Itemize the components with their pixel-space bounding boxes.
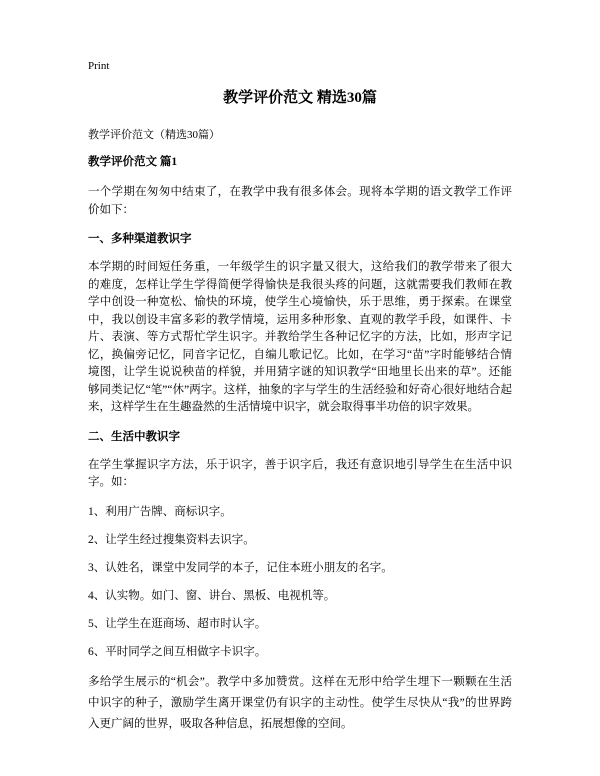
intro-paragraph: 一个学期在匆匆中结束了，在教学中我有很多体会。现将本学期的语文教学工作评价如下： (88, 186, 512, 216)
list-item: 4、认实物。如门、窗、讲台、黑板、电视机等。 (88, 589, 336, 602)
list-item: 1、利用广告牌、商标识字。 (88, 505, 232, 518)
list-item: 5、让学生在逛商场、超市时认字。 (88, 617, 267, 630)
document-title: 教学评价范文 精选30篇 (223, 90, 377, 106)
print-button[interactable]: Print (88, 60, 110, 72)
identify-characters-list (88, 504, 512, 660)
section-1-heading: 一、多种渠道教识字 (88, 233, 192, 245)
article-heading: 教学评价范文 篇1 (88, 156, 178, 168)
list-item: 6、平时同学之间互相做字卡识字。 (88, 645, 267, 658)
document-subtitle: 教学评价范文（精选30篇） (88, 129, 220, 141)
section-2-heading: 二、生活中教识字 (88, 430, 180, 443)
list-item: 2、让学生经过搜集资料去识字。 (88, 533, 255, 546)
section-1-body: 本学期的时间短任务重，一年级学生的识字量又很大，这给我们的教学带来了很大的难度，怎样让学生学得简便学得愉快是我很头疼的问题，这就需要我们教师在教学中创设一种宽松、愉快的环境，使学生心境愉快，乐于思维，勇于探索。在课堂中，我以创设丰富多彩的教学情境，运用多种形象、直观的教学手段，如课件、卡片、表演、等方式帮忙学生识字。并教给学生各种记忆字的方法，比如，形声字记忆，换偏旁记忆，同音字记忆，自编儿歌记忆。比如，在学习“苗”字时能够结合情境图，让学生说说秧苗的样貌，并用猜字谜的知识教学“田地里长出来的草”。还能够同类记忆“笔”“休”两字。这样，抽象的字与学生的生活经验和好奇心很好地结合起来，这样学生在生趣盎然的生活情境中识字，就会取得事半功倍的识字效果。 (88, 261, 512, 413)
list-item: 3、认姓名，课堂中发同学的本子，记住本班小朋友的名字。 (88, 561, 393, 574)
section-2-lead: 在学生掌握识字方法，乐于识字，善于识字后，我还有意识地引导学生在生活中识字。如： (88, 458, 512, 488)
closing-paragraph: 多给学生展示的“机会”。教学中多加赞赏。这样在无形中给学生埋下一颗颗在生活中识字的种子，激励学生离开课堂仍有识字的主动性。使学生尽快从“我”的世界跨入更广阔的世界，吸取各种信息，拓展想像的空间。 (88, 675, 512, 730)
